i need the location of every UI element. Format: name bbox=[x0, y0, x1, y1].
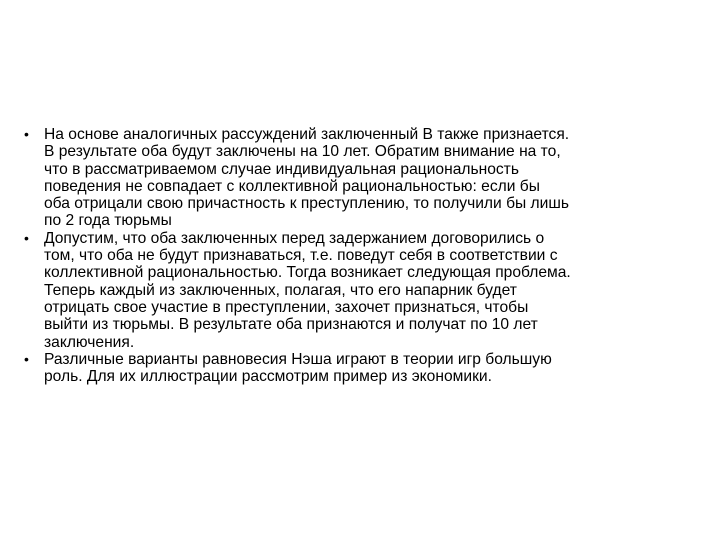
text-line: поведения не совпадает с коллективной рациональностью: если бы bbox=[44, 177, 540, 195]
text-line: Допустим, что оба заключенных перед задержанием договорились о bbox=[44, 229, 545, 247]
text-line: выйти из тюрьмы. В результате оба признаются и получат по 10 лет bbox=[44, 316, 538, 334]
text-line: роль. Для их иллюстрации рассмотрим пример из экономики. bbox=[44, 368, 492, 386]
text-line: В результате оба будут заключены на 10 лет. Обратим внимание на то, bbox=[44, 143, 561, 161]
text-line: Различные варианты равновесия Нэша играют в теории игр большую bbox=[44, 350, 552, 368]
bullet-item-2 bbox=[24, 230, 664, 351]
text-line: что в рассматриваемом случае индивидуальная рациональность bbox=[44, 160, 519, 178]
text-line: На основе аналогичных рассуждений заключенный B также признается. bbox=[44, 126, 570, 143]
bullet-marker: • bbox=[24, 350, 29, 367]
bullet-text bbox=[44, 351, 664, 386]
bullet-item-3 bbox=[24, 351, 664, 386]
bullet-item-1 bbox=[24, 126, 664, 230]
text-line: отрицать свое участие в преступлении, захочет признаться, чтобы bbox=[44, 298, 529, 316]
text-line: Теперь каждый из заключенных, полагая, что его напарник будет bbox=[44, 281, 517, 299]
bullet-marker: • bbox=[24, 229, 29, 246]
bullet-list bbox=[24, 126, 664, 385]
bullet-text bbox=[44, 126, 664, 230]
text-line: по 2 года тюрьмы bbox=[44, 212, 172, 230]
text-line: оба отрицали свою причастность к преступлению, то получили бы лишь bbox=[44, 195, 569, 213]
text-line: коллективной рациональностью. Тогда возникает следующая проблема. bbox=[44, 264, 571, 282]
text-line: заключения. bbox=[44, 333, 135, 351]
bullet-marker: • bbox=[24, 126, 29, 142]
bullet-text bbox=[44, 230, 664, 351]
text-line: том, что оба не будут признаваться, т.е. поведут себя в соответствии с bbox=[44, 247, 558, 265]
